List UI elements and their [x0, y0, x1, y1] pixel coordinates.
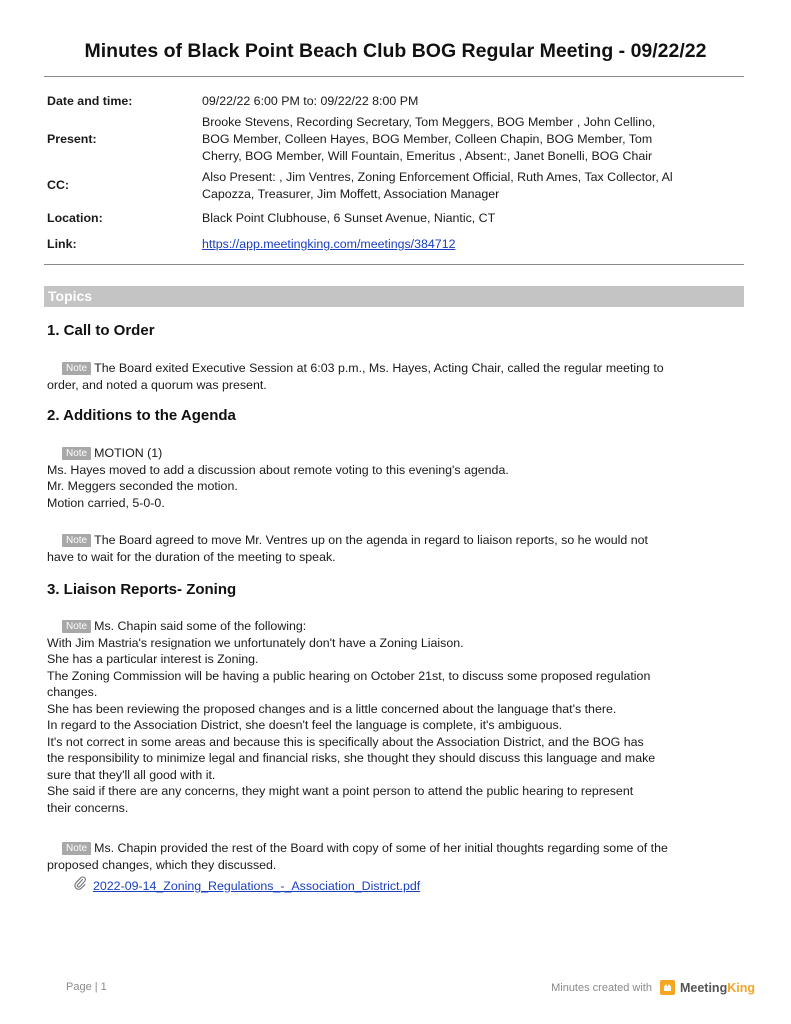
present-line: BOG Member, Colleen Hayes, BOG Member, Colleen Chapin, BOG Member, Tom: [202, 132, 653, 146]
section-heading: 3. Liaison Reports- Zoning: [47, 581, 237, 598]
section-heading: 2. Additions to the Agenda: [47, 407, 236, 424]
note-text: Mr. Meggers seconded the motion.: [47, 479, 238, 493]
credit-text: Minutes created with: [551, 981, 652, 994]
cc-label: CC:: [47, 178, 70, 192]
link-value: [202, 236, 747, 253]
brand-name: MeetingKing: [679, 980, 755, 995]
present-label: Present:: [47, 132, 97, 146]
note-text: changes.: [47, 685, 98, 699]
location-label: Location:: [47, 211, 103, 225]
note-text: The Board agreed to move Mr. Ventres up on the agenda in regard to liaison reports, so he would not: [94, 533, 648, 547]
note-text: MOTION (1): [94, 446, 163, 460]
location-value: Black Point Clubhouse, 6 Sunset Avenue, Niantic, CT: [202, 211, 496, 225]
section-heading: 1. Call to Order: [47, 322, 155, 339]
attachment-link[interactable]: 2022-09-14_Zoning_Regulations_-_Association_District.pdf: [93, 879, 421, 893]
note-text: Ms. Chapin provided the rest of the Board with copy of some of her initial thoughts regarding some of the: [94, 841, 668, 855]
header-divider: [44, 76, 744, 77]
paperclip-icon: [74, 876, 88, 894]
note-text: have to wait for the duration of the meeting to speak.: [47, 549, 336, 564]
topics-header: Topics: [44, 286, 744, 307]
note-badge: Note: [62, 362, 91, 375]
note-text: The Zoning Commission will be having a public hearing on October 21st, to discuss some proposed regulation: [47, 668, 651, 683]
note-text: proposed changes, which they discussed.: [47, 857, 277, 872]
cc-line: Capozza, Treasurer, Jim Moffett, Association Manager: [202, 187, 500, 201]
note-text: It's not correct in some areas and because this is specifically about the Association District, and the BOG has: [47, 734, 644, 749]
attachment: [74, 876, 420, 895]
note-badge: Note: [62, 534, 91, 547]
present-line: Cherry, BOG Member, Will Fountain, Emeritus , Absent:, Janet Bonelli, BOG Chair: [202, 149, 653, 163]
note-block: [47, 445, 747, 511]
note-badge: Note: [62, 620, 91, 633]
cc-value: [202, 169, 747, 203]
note-text: the responsibility to minimize legal and financial risks, she thought they should discuss this language and make: [47, 751, 656, 765]
note-text: sure that they'll all good with it.: [47, 767, 216, 782]
meetingking-logo-icon: [660, 980, 675, 995]
note-text: In regard to the Association District, she doesn't feel the language is complete, it's ambiguous.: [47, 718, 563, 732]
note-text: She said if there are any concerns, they might want a point person to attend the public hearing to represent: [47, 784, 634, 798]
date-value: 09/22/22 6:00 PM to: 09/22/22 8:00 PM: [202, 94, 419, 108]
note-text: Motion carried, 5-0-0.: [47, 495, 165, 510]
note-text: Ms. Hayes moved to add a discussion about remote voting to this evening's agenda.: [47, 462, 509, 477]
note-text: With Jim Mastria's resignation we unfortunately don't have a Zoning Liaison.: [47, 635, 464, 650]
page-title: Minutes of Black Point Beach Club BOG Regular Meeting - 09/22/22: [84, 40, 707, 62]
note-badge: Note: [62, 447, 91, 460]
note-block: [47, 532, 747, 565]
note-text: She has been reviewing the proposed changes and is a little concerned about the language that's there.: [47, 701, 617, 716]
note-text: order, and noted a quorum was present.: [47, 377, 267, 392]
meeting-link[interactable]: https://app.meetingking.com/meetings/384712: [202, 237, 456, 251]
note-text: Ms. Chapin said some of the following:: [94, 619, 307, 633]
cc-line: Also Present: , Jim Ventres, Zoning Enforcement Official, Ruth Ames, Tax Collector, Al: [202, 170, 673, 184]
note-text: The Board exited Executive Session at 6:03 p.m., Ms. Hayes, Acting Chair, called the regular meeting to: [94, 361, 664, 375]
note-text: their concerns.: [47, 800, 129, 815]
page-number: Page | 1: [66, 981, 107, 993]
note-block: [47, 840, 747, 873]
link-label: Link:: [47, 237, 77, 251]
present-value: [202, 114, 747, 165]
date-label: Date and time:: [47, 94, 133, 108]
note-text: She has a particular interest is Zoning.: [47, 652, 259, 666]
note-block: [47, 618, 747, 816]
present-line: Brooke Stevens, Recording Secretary, Tom Meggers, BOG Member , John Cellino,: [202, 115, 656, 129]
meta-divider: [44, 264, 744, 265]
footer-credit: [551, 980, 755, 995]
note-block: [47, 360, 747, 393]
note-badge: Note: [62, 842, 91, 855]
